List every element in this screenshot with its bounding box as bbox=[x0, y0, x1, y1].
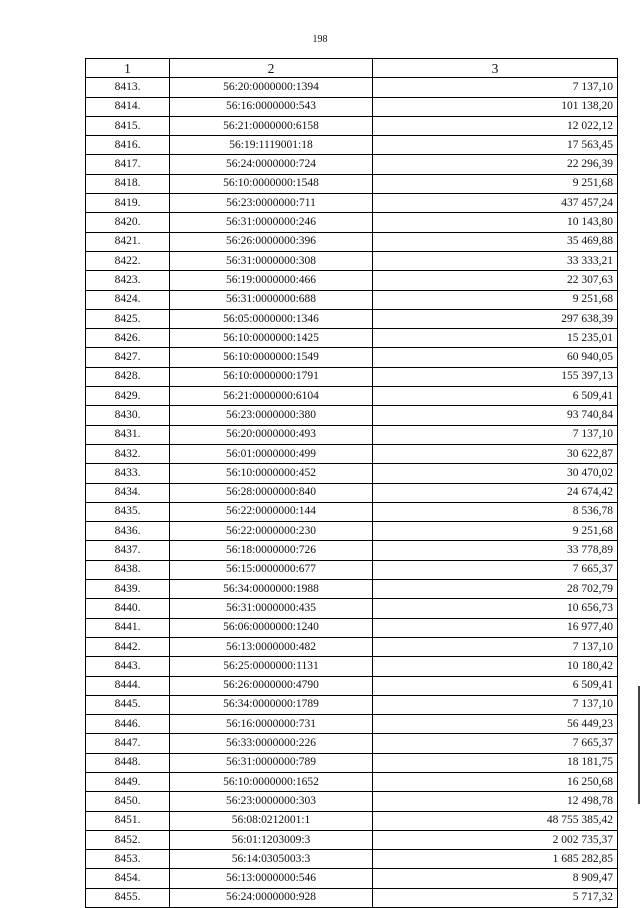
cadastral-number-cell: 56:10:0000000:1548 bbox=[170, 174, 373, 193]
cadastral-number-cell: 56:16:0000000:731 bbox=[170, 715, 373, 734]
value-cell: 56 449,23 bbox=[373, 715, 618, 734]
row-number-cell: 8423. bbox=[86, 271, 170, 290]
row-number-cell: 8431. bbox=[86, 425, 170, 444]
row-number-cell: 8442. bbox=[86, 637, 170, 656]
value-cell: 6 509,41 bbox=[373, 387, 618, 406]
table-row bbox=[86, 637, 618, 656]
table-row bbox=[86, 251, 618, 270]
table-row bbox=[86, 78, 618, 97]
cadastral-number-cell: 56:15:0000000:677 bbox=[170, 560, 373, 579]
cadastral-number-cell: 56:10:0000000:1652 bbox=[170, 772, 373, 791]
cadastral-number-cell: 56:08:0212001:1 bbox=[170, 811, 373, 830]
cadastral-number-cell: 56:22:0000000:144 bbox=[170, 502, 373, 521]
cadastral-number-cell: 56:13:0000000:482 bbox=[170, 637, 373, 656]
value-cell: 12 498,78 bbox=[373, 792, 618, 811]
value-cell: 2 002 735,37 bbox=[373, 830, 618, 849]
value-cell: 93 740,84 bbox=[373, 406, 618, 425]
row-number-cell: 8453. bbox=[86, 850, 170, 869]
table-row bbox=[86, 695, 618, 714]
table-row bbox=[86, 715, 618, 734]
row-number-cell: 8414. bbox=[86, 97, 170, 116]
row-number-cell: 8434. bbox=[86, 483, 170, 502]
table-row bbox=[86, 541, 618, 560]
table-row bbox=[86, 97, 618, 116]
table-row bbox=[86, 792, 618, 811]
value-cell: 437 457,24 bbox=[373, 194, 618, 213]
cadastral-number-cell: 56:22:0000000:230 bbox=[170, 522, 373, 541]
cadastral-number-cell: 56:16:0000000:543 bbox=[170, 97, 373, 116]
row-number-cell: 8440. bbox=[86, 599, 170, 618]
page-number: 198 bbox=[312, 34, 328, 45]
value-cell: 7 665,37 bbox=[373, 560, 618, 579]
row-number-cell: 8418. bbox=[86, 174, 170, 193]
table-row bbox=[86, 232, 618, 251]
table-row bbox=[86, 213, 618, 232]
column-header-1: 1 bbox=[86, 59, 170, 78]
row-number-cell: 8455. bbox=[86, 888, 170, 907]
table-row bbox=[86, 116, 618, 135]
header-row bbox=[86, 59, 618, 78]
cadastral-number-cell: 56:05:0000000:1346 bbox=[170, 309, 373, 328]
value-cell: 30 622,87 bbox=[373, 444, 618, 463]
value-cell: 30 470,02 bbox=[373, 464, 618, 483]
cadastral-number-cell: 56:19:1119001:18 bbox=[170, 136, 373, 155]
row-number-cell: 8441. bbox=[86, 618, 170, 637]
table-row bbox=[86, 194, 618, 213]
value-cell: 7 137,10 bbox=[373, 78, 618, 97]
row-number-cell: 8428. bbox=[86, 367, 170, 386]
row-number-cell: 8448. bbox=[86, 753, 170, 772]
cadastral-number-cell: 56:10:0000000:1791 bbox=[170, 367, 373, 386]
table-row bbox=[86, 406, 618, 425]
row-number-cell: 8420. bbox=[86, 213, 170, 232]
table-row bbox=[86, 830, 618, 849]
table-row bbox=[86, 444, 618, 463]
table-row bbox=[86, 753, 618, 772]
cadastral-number-cell: 56:20:0000000:493 bbox=[170, 425, 373, 444]
cadastral-number-cell: 56:01:1203009:3 bbox=[170, 830, 373, 849]
value-cell: 16 977,40 bbox=[373, 618, 618, 637]
cadastral-number-cell: 56:31:0000000:308 bbox=[170, 251, 373, 270]
cadastral-number-cell: 56:31:0000000:789 bbox=[170, 753, 373, 772]
value-cell: 16 250,68 bbox=[373, 772, 618, 791]
value-cell: 9 251,68 bbox=[373, 522, 618, 541]
table-row bbox=[86, 329, 618, 348]
cadastral-number-cell: 56:19:0000000:466 bbox=[170, 271, 373, 290]
value-cell: 22 307,63 bbox=[373, 271, 618, 290]
table-row bbox=[86, 425, 618, 444]
value-cell: 12 022,12 bbox=[373, 116, 618, 135]
row-number-cell: 8445. bbox=[86, 695, 170, 714]
table-row bbox=[86, 309, 618, 328]
cadastral-number-cell: 56:31:0000000:246 bbox=[170, 213, 373, 232]
table-row bbox=[86, 599, 618, 618]
table-row bbox=[86, 734, 618, 753]
row-number-cell: 8421. bbox=[86, 232, 170, 251]
table-row bbox=[86, 811, 618, 830]
row-number-cell: 8433. bbox=[86, 464, 170, 483]
table-row bbox=[86, 290, 618, 309]
value-cell: 155 397,13 bbox=[373, 367, 618, 386]
value-cell: 48 755 385,42 bbox=[373, 811, 618, 830]
table-row bbox=[86, 850, 618, 869]
row-number-cell: 8439. bbox=[86, 580, 170, 599]
cadastral-number-cell: 56:23:0000000:303 bbox=[170, 792, 373, 811]
value-cell: 7 137,10 bbox=[373, 637, 618, 656]
value-cell: 15 235,01 bbox=[373, 329, 618, 348]
value-cell: 60 940,05 bbox=[373, 348, 618, 367]
row-number-cell: 8454. bbox=[86, 869, 170, 888]
row-number-cell: 8426. bbox=[86, 329, 170, 348]
cadastral-number-cell: 56:21:0000000:6104 bbox=[170, 387, 373, 406]
value-cell: 8 536,78 bbox=[373, 502, 618, 521]
value-cell: 10 143,80 bbox=[373, 213, 618, 232]
cadastral-number-cell: 56:24:0000000:724 bbox=[170, 155, 373, 174]
row-number-cell: 8422. bbox=[86, 251, 170, 270]
value-cell: 24 674,42 bbox=[373, 483, 618, 502]
table-row bbox=[86, 387, 618, 406]
value-cell: 6 509,41 bbox=[373, 676, 618, 695]
cadastral-number-cell: 56:14:0305003:3 bbox=[170, 850, 373, 869]
table-row bbox=[86, 869, 618, 888]
row-number-cell: 8432. bbox=[86, 444, 170, 463]
row-number-cell: 8413. bbox=[86, 78, 170, 97]
table-row bbox=[86, 464, 618, 483]
value-cell: 101 138,20 bbox=[373, 97, 618, 116]
table-row bbox=[86, 618, 618, 637]
cadastral-number-cell: 56:10:0000000:452 bbox=[170, 464, 373, 483]
cadastral-number-cell: 56:18:0000000:726 bbox=[170, 541, 373, 560]
column-header-2: 2 bbox=[170, 59, 373, 78]
cadastral-number-cell: 56:23:0000000:380 bbox=[170, 406, 373, 425]
value-cell: 28 702,79 bbox=[373, 580, 618, 599]
cadastral-number-cell: 56:33:0000000:226 bbox=[170, 734, 373, 753]
table-row bbox=[86, 502, 618, 521]
row-number-cell: 8447. bbox=[86, 734, 170, 753]
value-cell: 33 778,89 bbox=[373, 541, 618, 560]
table-row bbox=[86, 772, 618, 791]
value-cell: 7 137,10 bbox=[373, 695, 618, 714]
table-row bbox=[86, 155, 618, 174]
cadastral-number-cell: 56:31:0000000:435 bbox=[170, 599, 373, 618]
table-row bbox=[86, 560, 618, 579]
cadastral-number-cell: 56:10:0000000:1549 bbox=[170, 348, 373, 367]
value-cell: 17 563,45 bbox=[373, 136, 618, 155]
cadastral-number-cell: 56:24:0000000:928 bbox=[170, 888, 373, 907]
value-cell: 9 251,68 bbox=[373, 290, 618, 309]
row-number-cell: 8452. bbox=[86, 830, 170, 849]
value-cell: 8 909,47 bbox=[373, 869, 618, 888]
value-cell: 10 656,73 bbox=[373, 599, 618, 618]
row-number-cell: 8443. bbox=[86, 657, 170, 676]
value-cell: 35 469,88 bbox=[373, 232, 618, 251]
row-number-cell: 8437. bbox=[86, 541, 170, 560]
cadastral-number-cell: 56:21:0000000:6158 bbox=[170, 116, 373, 135]
row-number-cell: 8451. bbox=[86, 811, 170, 830]
cadastral-number-cell: 56:13:0000000:546 bbox=[170, 869, 373, 888]
cadastral-number-cell: 56:31:0000000:688 bbox=[170, 290, 373, 309]
cadastral-number-cell: 56:23:0000000:711 bbox=[170, 194, 373, 213]
cadastral-number-cell: 56:10:0000000:1425 bbox=[170, 329, 373, 348]
table-row bbox=[86, 271, 618, 290]
row-number-cell: 8446. bbox=[86, 715, 170, 734]
row-number-cell: 8450. bbox=[86, 792, 170, 811]
cadastral-number-cell: 56:25:0000000:1131 bbox=[170, 657, 373, 676]
value-cell: 7 665,37 bbox=[373, 734, 618, 753]
row-number-cell: 8444. bbox=[86, 676, 170, 695]
column-header-3: 3 bbox=[373, 59, 618, 78]
table-row bbox=[86, 676, 618, 695]
data-table bbox=[85, 58, 618, 908]
cadastral-number-cell: 56:28:0000000:840 bbox=[170, 483, 373, 502]
value-cell: 9 251,68 bbox=[373, 174, 618, 193]
row-number-cell: 8449. bbox=[86, 772, 170, 791]
row-number-cell: 8415. bbox=[86, 116, 170, 135]
row-number-cell: 8435. bbox=[86, 502, 170, 521]
value-cell: 10 180,42 bbox=[373, 657, 618, 676]
cadastral-number-cell: 56:20:0000000:1394 bbox=[170, 78, 373, 97]
row-number-cell: 8424. bbox=[86, 290, 170, 309]
row-number-cell: 8419. bbox=[86, 194, 170, 213]
row-number-cell: 8427. bbox=[86, 348, 170, 367]
value-cell: 297 638,39 bbox=[373, 309, 618, 328]
table-body bbox=[86, 78, 618, 908]
row-number-cell: 8416. bbox=[86, 136, 170, 155]
cadastral-number-cell: 56:34:0000000:1789 bbox=[170, 695, 373, 714]
cadastral-number-cell: 56:26:0000000:396 bbox=[170, 232, 373, 251]
value-cell: 1 685 282,85 bbox=[373, 850, 618, 869]
table-row bbox=[86, 657, 618, 676]
value-cell: 22 296,39 bbox=[373, 155, 618, 174]
cadastral-number-cell: 56:06:0000000:1240 bbox=[170, 618, 373, 637]
value-cell: 5 717,32 bbox=[373, 888, 618, 907]
value-cell: 7 137,10 bbox=[373, 425, 618, 444]
row-number-cell: 8438. bbox=[86, 560, 170, 579]
table-row bbox=[86, 483, 618, 502]
table-row bbox=[86, 174, 618, 193]
row-number-cell: 8436. bbox=[86, 522, 170, 541]
table-row bbox=[86, 580, 618, 599]
cadastral-number-cell: 56:01:0000000:499 bbox=[170, 444, 373, 463]
value-cell: 33 333,21 bbox=[373, 251, 618, 270]
cadastral-number-cell: 56:26:0000000:4790 bbox=[170, 676, 373, 695]
table-row bbox=[86, 367, 618, 386]
table-row bbox=[86, 136, 618, 155]
table-row bbox=[86, 348, 618, 367]
table-row bbox=[86, 522, 618, 541]
row-number-cell: 8417. bbox=[86, 155, 170, 174]
row-number-cell: 8429. bbox=[86, 387, 170, 406]
cadastral-number-cell: 56:34:0000000:1988 bbox=[170, 580, 373, 599]
row-number-cell: 8425. bbox=[86, 309, 170, 328]
row-number-cell: 8430. bbox=[86, 406, 170, 425]
value-cell: 18 181,75 bbox=[373, 753, 618, 772]
